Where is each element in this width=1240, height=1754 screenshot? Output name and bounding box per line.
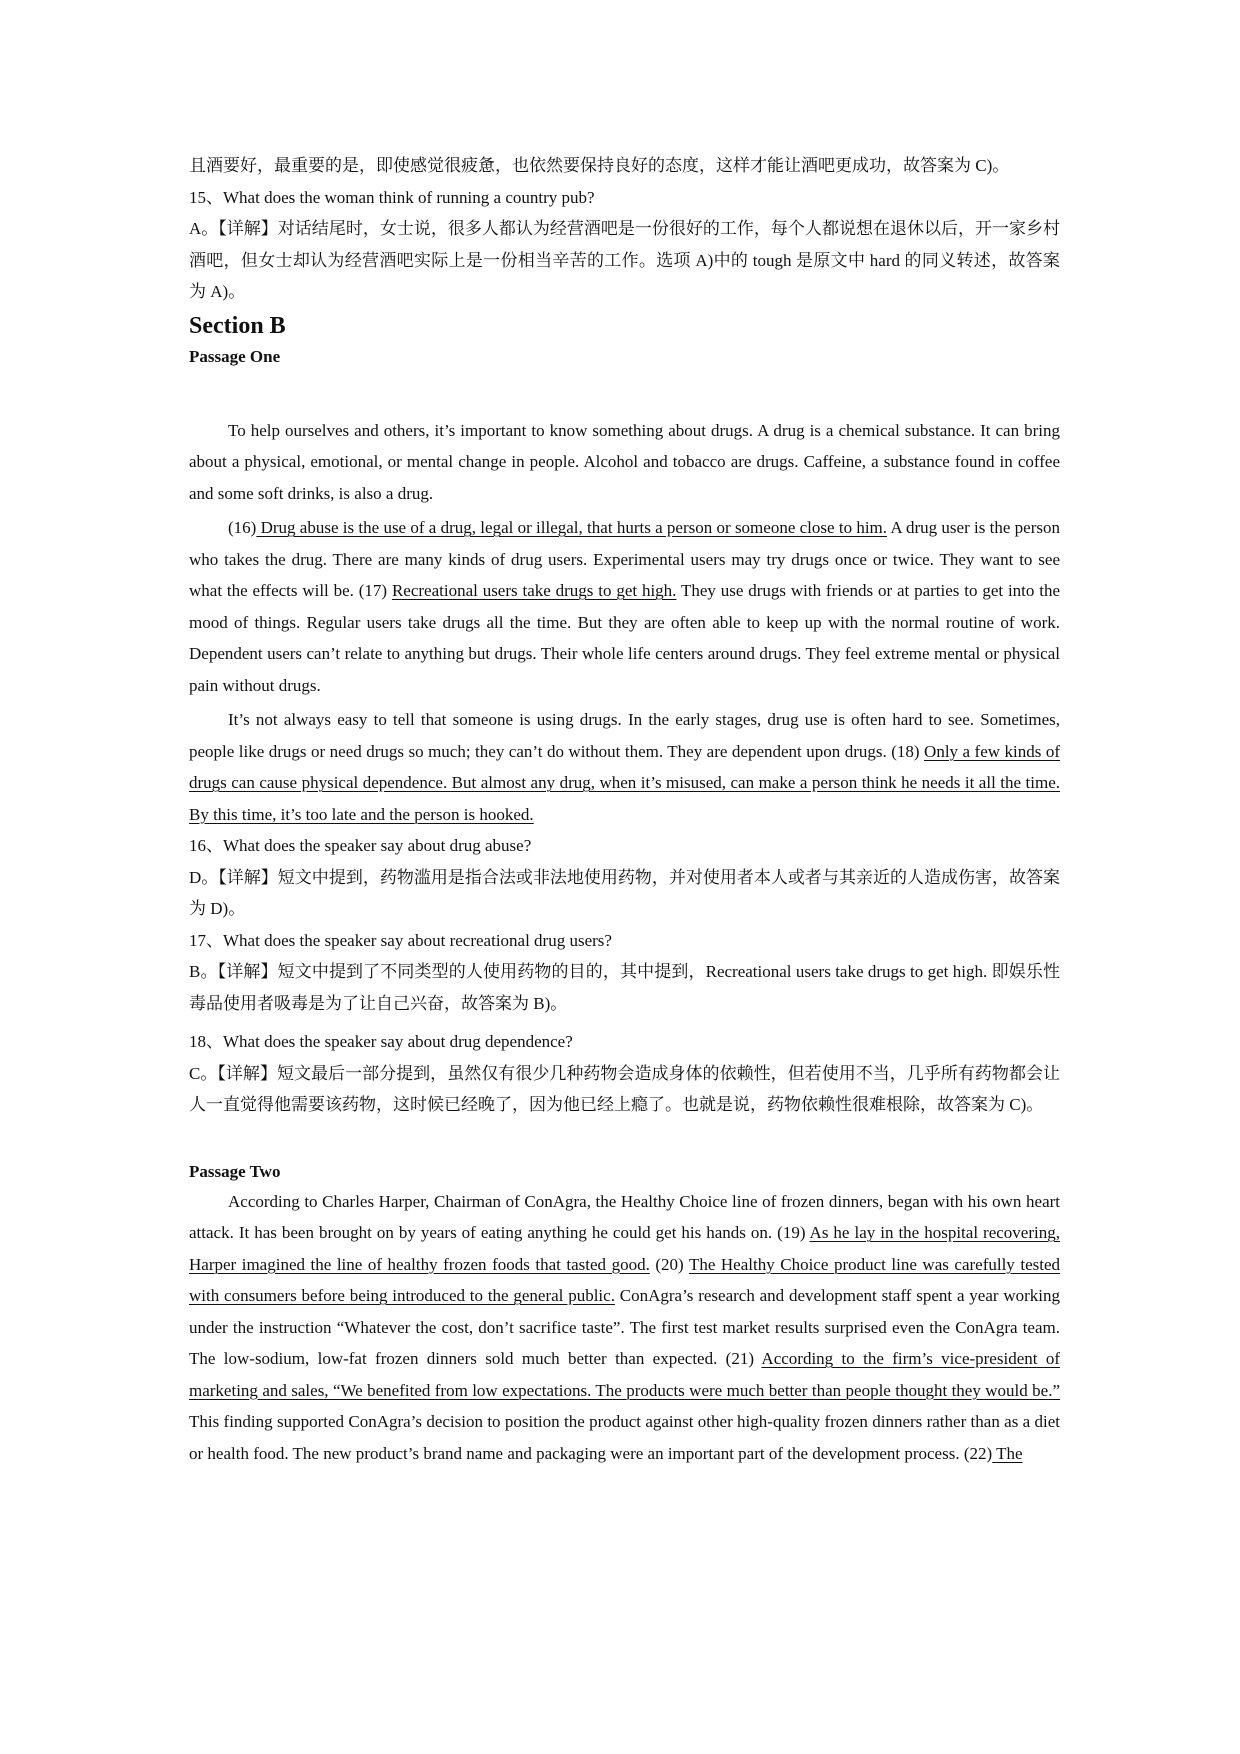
passage-one-title: Passage One xyxy=(189,346,281,366)
document-page xyxy=(189,150,1060,1469)
passage-two-title: Passage Two xyxy=(189,1161,281,1181)
passage-two-sentence-2: ConAgra’s research and development staff spent a year working under the instruction “Whatever the cost, don’t sacrifice taste”. The first test market results surprised even the ConAgra team. The low-sodium, low-fat frozen dinners sold much better than expected. (21) xyxy=(189,1286,1060,1368)
question-16: 16、What does the speaker say about drug abuse? xyxy=(189,836,532,855)
underlined-answer-17: Recreational users take drugs to get high. xyxy=(391,581,677,600)
explanation-14-end: 且酒要好，最重要的是，即使感觉很疲惫，也依然要保持良好的态度，这样才能让酒吧更成功，故答案为 C)。 xyxy=(189,156,1010,175)
section-b-title: Section B xyxy=(189,312,286,339)
answer-18: C。【详解】短文最后一部分提到，虽然仅有很少几种药物会造成身体的依赖性，但若使用不当，几乎所有药物都会让人一直觉得他需要该药物，这时候已经晚了，因为他已经上瘾了。也就是说，药物依赖性很难根除，故答案为 C)。 xyxy=(189,1063,1060,1114)
question-18: 18、What does the speaker say about drug dependence? xyxy=(189,1032,573,1051)
underlined-answer-16: Drug abuse is the use of a drug, legal or illegal, that hurts a person or someone close to him. xyxy=(256,518,888,537)
question-15: 15、What does the woman think of running a country pub? xyxy=(189,187,595,207)
underlined-answer-18: Only a few kinds of drugs can cause physical dependence. But almost any drug, when it’s misused, can make a person think he needs it all the time. By this time, it’s too late and the person is hooked. xyxy=(189,741,1060,824)
passage-one-paragraph-2 xyxy=(189,512,1060,701)
underlined-answer-20: The Healthy Choice product line was carefully tested with consumers before being introduced to the general public. xyxy=(189,1254,1060,1305)
underlined-answer-19: As he lay in the hospital recovering, Harper imagined the line of healthy frozen foods that tasted good. xyxy=(189,1223,1060,1274)
passage-two-paragraph-1 xyxy=(189,1186,1060,1470)
paragraph-2-end: They use drugs with friends or at parties to get into the mood of things. Regular users take drugs all the time. But they are often able to keep up with the normal routine of work. Dependent users can’t relate to anything but drugs. Their whole life centers around drugs. They feel extreme mental or physical pain without drugs. xyxy=(189,581,1061,695)
passage-one-paragraph-3 xyxy=(189,704,1060,830)
answer-16: D。【详解】短文中提到，药物滥用是指合法或非法地使用药物，并对使用者本人或者与其亲近的人造成伤害，故答案为 D)。 xyxy=(189,867,1060,918)
marker-16: (16) xyxy=(228,518,257,537)
underlined-answer-21: According to the firm’s vice-president of marketing and sales, “We benefited from low expectations. The products were much better than people thought they would be.” xyxy=(189,1349,1060,1400)
passage-two-sentence-1: According to Charles Harper, Chairman of ConAgra, the Healthy Choice line of frozen dinners, began with his own heart attack. It has been brought on by years of eating anything he could get his hands on. (19) xyxy=(189,1191,1060,1242)
question-17: 17、What does the speaker say about recreational drug users? xyxy=(189,930,612,950)
underlined-answer-22: The xyxy=(992,1443,1023,1463)
answer-15: A。【详解】对话结尾时，女士说，很多人都认为经营酒吧是一份很好的工作，每个人都说想在退休以后，开一家乡村酒吧，但女士却认为经营酒吧实际上是一份相当辛苦的工作。选项 A)中的 tough 是原文中 hard 的同义转述，故答案为 A)。 xyxy=(189,219,1060,301)
passage-one-paragraph-1: To help ourselves and others, it’s important to know something about drugs. A drug is a chemical substance. It can bring about a physical, emotional, or mental change in people. Alcohol and tobacco are drugs. Caffeine, a substance found in coffee and some soft drinks, is also a drug. xyxy=(189,420,1060,503)
answer-17: B。【详解】短文中提到了不同类型的人使用药物的目的，其中提到，Recreational users take drugs to get high. 即娱乐性毒品使用者吸毒是为了让自己兴奋，故答案为 B)。 xyxy=(189,962,1060,1013)
passage-two-sentence-3: This finding supported ConAgra’s decision to position the product against other high-quality frozen dinners rather than as a diet or health food. The new product’s brand name and packaging were an important part of the development process. (22) xyxy=(189,1412,1060,1463)
marker-20: (20) xyxy=(649,1254,689,1274)
paragraph-3-start: It’s not always easy to tell that someone is using drugs. In the early stages, drug use is often hard to see. Sometimes, people like drugs or need drugs so much; they can’t do without them. They are dependent upon drugs. (18) xyxy=(189,710,1060,761)
paragraph-2-middle: A drug user is the person who takes the drug. There are many kinds of drug users. Experimental users may try drugs once or twice. They want to see what the effects will be. (17) xyxy=(189,518,1060,600)
